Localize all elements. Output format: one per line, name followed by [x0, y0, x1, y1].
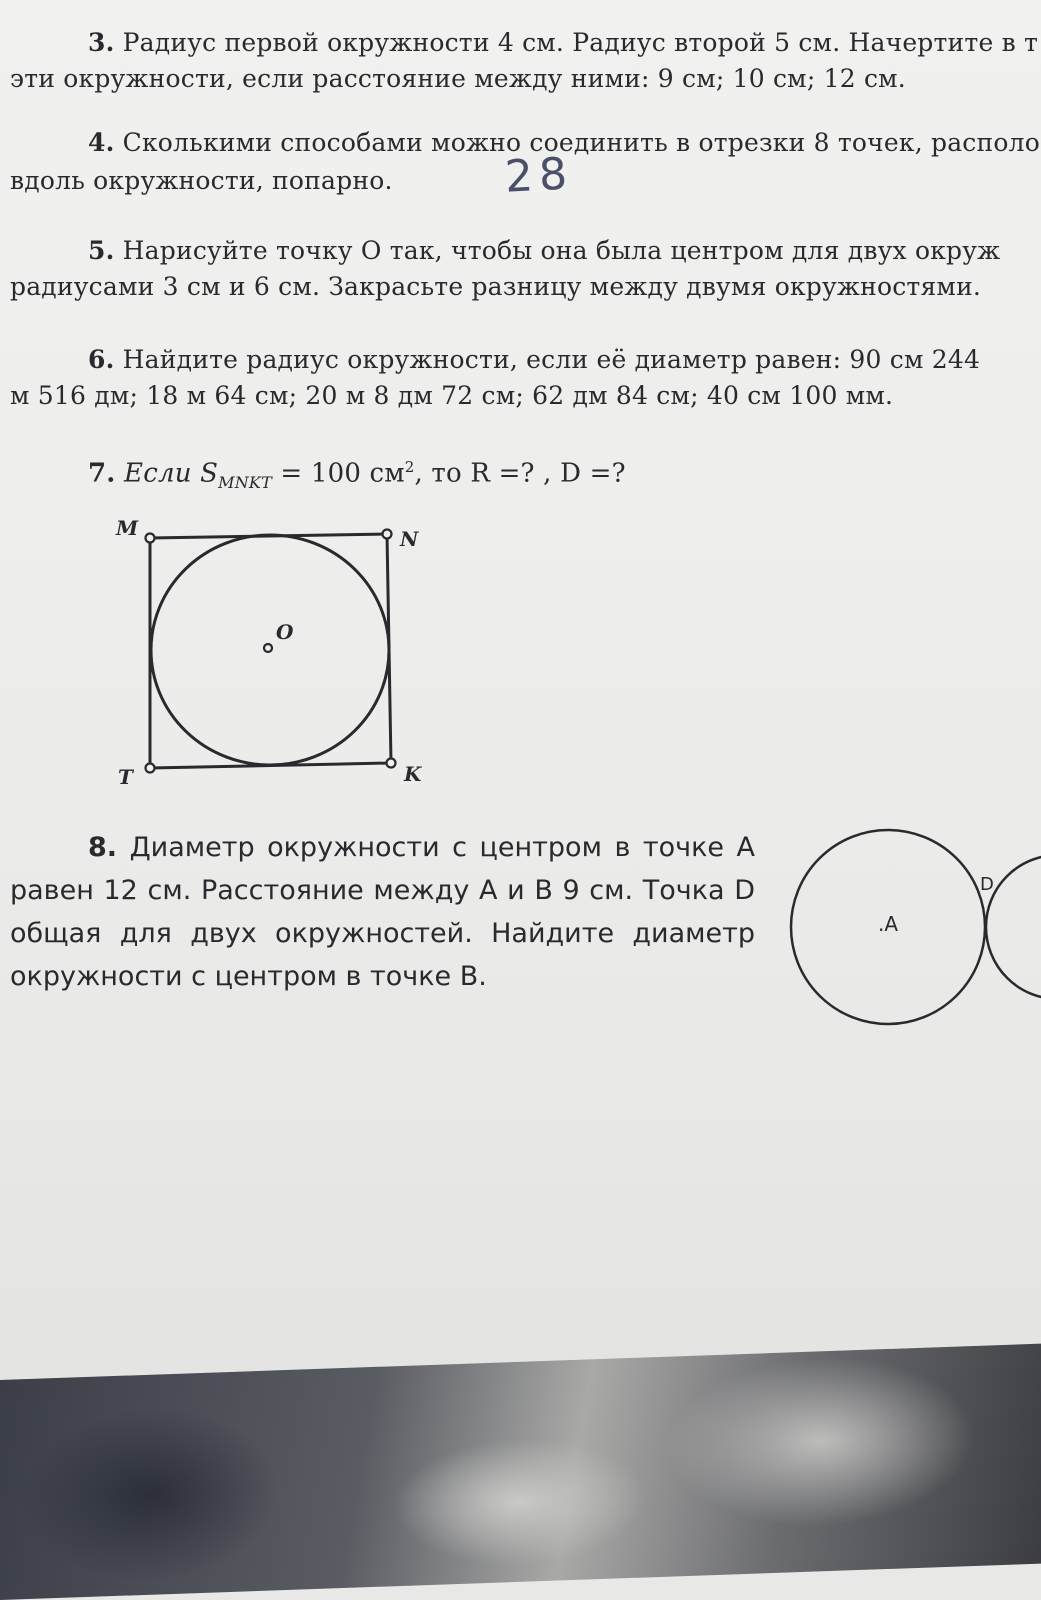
circle-b [986, 855, 1041, 999]
problem-6-text-1: Найдите радиус окружности, если её диаметр равен: 90 см 244 [122, 345, 981, 374]
problem-3-line-2: эти окружности, если расстояние между ними: 9 см; 10 см; 12 см. [10, 64, 906, 93]
problem-7-number: 7. [88, 458, 116, 489]
label-d: D [980, 874, 994, 895]
problem-3-text-1: Радиус первой окружности 4 см. Радиус второй 5 см. Начертите в т [122, 28, 1039, 57]
label-k: K [404, 762, 422, 786]
problem-7-subscript: MNKT [218, 472, 272, 492]
problem-5-line-2: радиусами 3 см и 6 см. Закрасьте разницу между двумя окружностями. [10, 272, 982, 301]
problem-5-number: 5. [88, 236, 115, 265]
problem-4-text-1: Сколькими способами можно соединить в отрезки 8 точек, располо [122, 128, 1040, 157]
problem-3-number: 3. [88, 28, 115, 57]
problem-8-number: 8. [88, 832, 118, 863]
handwritten-answer: 28 [503, 148, 575, 203]
problem-7-text-a: Если S [124, 458, 219, 489]
problem-7-text-b: = 100 см [271, 458, 405, 489]
background-fabric [0, 1344, 1041, 1600]
problem-5-text-1: Нарисуйте точку O так, чтобы она была центром для двух окруж [122, 236, 1001, 265]
problem-4-number: 4. [88, 128, 115, 157]
label-o: O [276, 620, 294, 644]
problem-7-superscript: 2 [404, 458, 415, 476]
label-m: M [116, 516, 139, 540]
label-n: N [400, 527, 419, 551]
problem-6-line-2: м 516 дм; 18 м 64 см; 20 м 8 дм 72 см; 62 дм 84 см; 40 см 100 мм. [10, 381, 894, 410]
problem-7-text-c: , то R =? , D =? [414, 458, 626, 489]
problem-8-text: Диаметр окружности с центром в точке A равен 12 см. Расстояние между A и B 9 см. Точка D общая для двух окружностей. Найдите диаметр окружности с центром в точке B. [10, 832, 755, 992]
problem-4-line-2: вдоль окружности, попарно. [10, 166, 393, 195]
problem-6-number: 6. [88, 345, 115, 374]
label-t: T [118, 765, 133, 789]
label-a: .A [878, 912, 899, 936]
